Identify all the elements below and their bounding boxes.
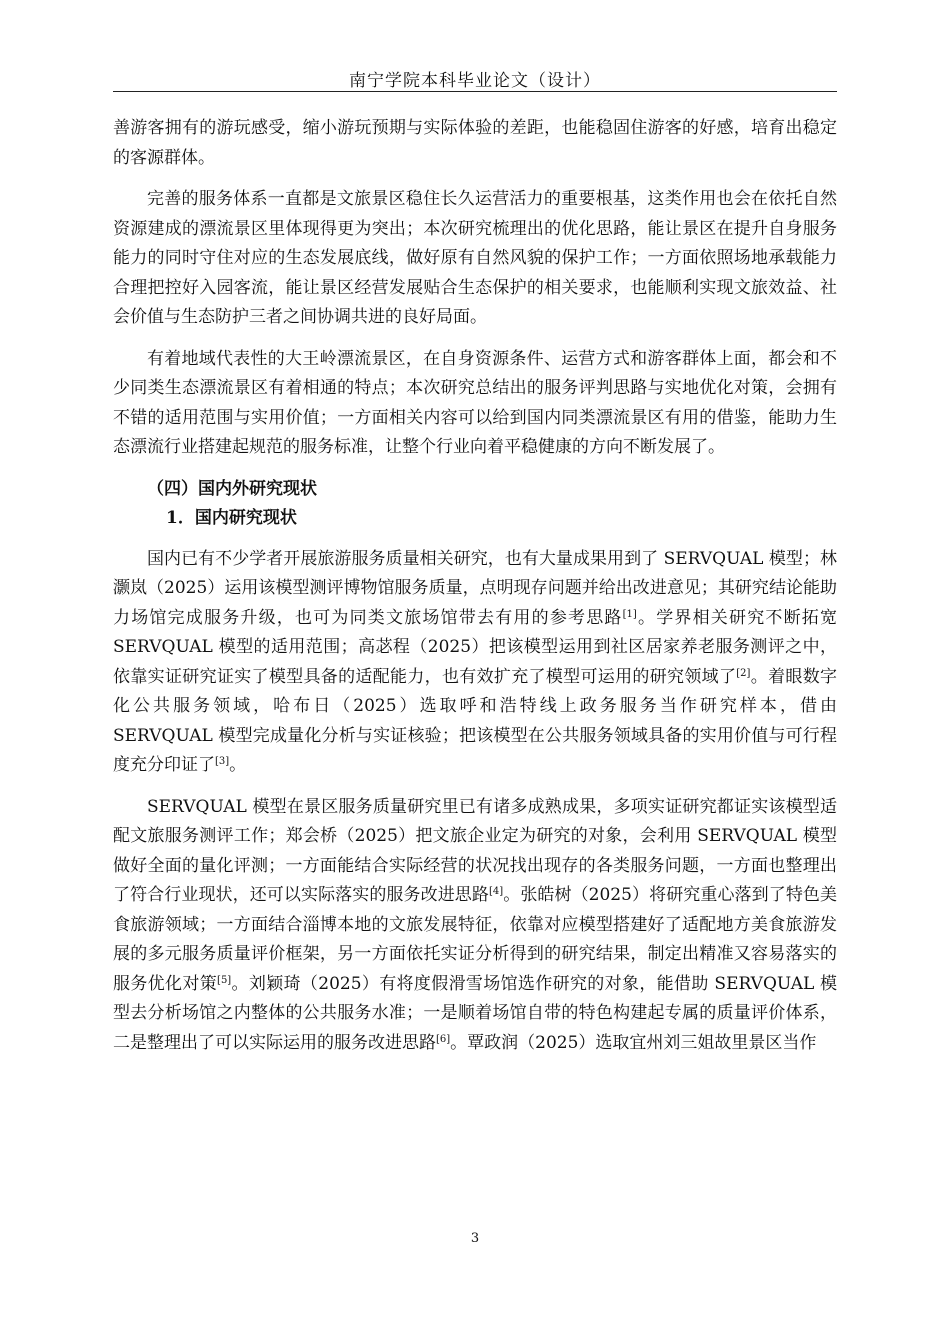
page-header: 南宁学院本科毕业论文（设计） bbox=[349, 71, 601, 91]
citation-ref: [6] bbox=[436, 1033, 451, 1045]
text-run: 。覃政润（2025）选取宜州刘三姐故里景区当作 bbox=[450, 1032, 817, 1053]
citation-ref: [4] bbox=[488, 886, 504, 897]
citation-ref: [3] bbox=[215, 756, 230, 767]
text-run: SERVQUAL 模型在景区服务质量研究里已有诸多成熟成果，多项实证研究都证实该模型适配文旅服务测评工作；郑会桥（2025）把文旅企业定为研究的对象，会利用 SERVQUAL 模型做好全面的量化评测；一方面能结合实际经营的状况找出现存的各类服务问题，一方面也整理出了符合行业现状，还可以实际落实的服务改进思路 bbox=[113, 796, 837, 905]
paragraph-servqual-scenic bbox=[113, 793, 837, 1059]
header-divider bbox=[113, 91, 837, 92]
citation-ref: [2] bbox=[736, 667, 751, 679]
paragraph-dawangling: 有着地域代表性的大王岭漂流景区，在自身资源条件、运营方式和游客群体上面，都会和不少同类生态漂流景区有着相通的特点；本次研究总结出的服务评判思路与实地优化对策，会拥有不错的适用范围与实用价值；一方面相关内容可以给到国内同类漂流景区有用的借鉴，能助力生态漂流行业搭建起规范的服务标准，让整个行业向着平稳健康的方向不断发展了。 bbox=[113, 348, 837, 457]
text-run: 。刘颖琦（2025）有将度假滑雪场馆选作研究的对象，能借助 SERVQUAL 模型去分析场馆之内整体的公共服务水准；一是顺着场馆自带的特色构建起专属的质量评价体系，二是整理出了可以实际运用的服务改进思路 bbox=[113, 973, 838, 1053]
text-run: 。着眼数字化公共服务领域，哈布日（2025）选取呼和浩特线上政务服务当作研究样本，借由 SERVQUAL 模型完成量化分析与实证核验；把该模型在公共服务领域具备的实用价值与可行程度充分印证了 bbox=[113, 666, 838, 775]
subsection-heading: 1．国内研究现状 bbox=[166, 507, 297, 528]
paragraph-service-system: 完善的服务体系一直都是文旅景区稳住长久运营活力的重要根基，这类作用也会在依托自然资源建成的漂流景区里体现得更为突出；本次研究梳理出的优化思路，能让景区在提升自身服务能力的同时守住对应的生态发展底线，做好原有自然风貌的保护工作；一方面依照场地承载能力合理把控好入园客流，能让景区经营发展贴合生态保护的相关要求，也能顺利实现文旅效益、社会价值与生态防护三者之间协调共进的良好局面。 bbox=[113, 189, 837, 327]
text-run: 。学界相关研究不断拓宽 SERVQUAL 模型的适用范围；高苾程（2025）把该模型运用到社区居家养老服务测评之中，依靠实证研究证实了模型具备的适配能力，也有效扩充了模型可运用的研究领域了 bbox=[113, 607, 838, 687]
paragraph-domestic-research bbox=[113, 545, 837, 781]
document-body bbox=[113, 114, 837, 1070]
text-run: 。张皓树（2025）将研究重心落到了特色美食旅游领域；一方面结合淄博本地的文旅发展特征，依靠对应模型搭建好了适配地方美食旅游发展的多元服务质量评价框架，另一方面依托实证分析得到的研究结果，制定出精准又容易落实的服务优化对策 bbox=[113, 885, 838, 994]
text-run: 国内已有不少学者开展旅游服务质量相关研究，也有大量成果用到了 SERVQUAL 模型；林灏岚（2025）运用该模型测评博物馆服务质量，点明现存问题并给出改进意见；其研究结论能助力场馆完成服务升级，也可为同类文旅场馆带去有用的参考思路 bbox=[113, 548, 837, 628]
paragraph-continuation: 善游客拥有的游玩感受，缩小游玩预期与实际体验的差距，也能稳固住游客的好感，培育出稳定的客源群体。 bbox=[113, 118, 837, 168]
section-heading: （四）国内外研究现状 bbox=[147, 478, 317, 499]
citation-ref: [5] bbox=[217, 974, 232, 986]
page-number: 3 bbox=[470, 1231, 480, 1246]
text-run: 。 bbox=[229, 755, 247, 775]
citation-ref: [1] bbox=[622, 608, 637, 620]
